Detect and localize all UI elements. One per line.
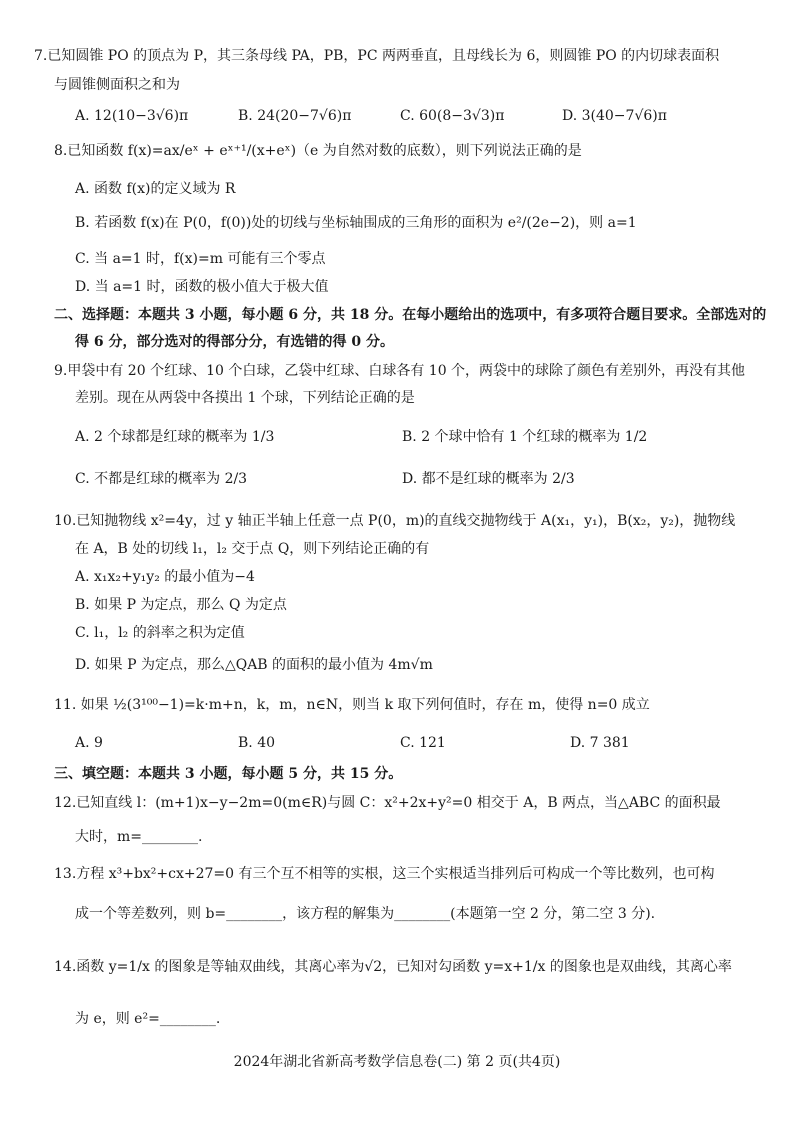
q10-option-b: B. 如果 P 为定点，那么 Q 为定点 [75,597,287,613]
q11-option-b: B. 40 [238,735,276,751]
q8-option-b: B. 若函数 f(x)在 P(0，f(0))处的切线与坐标轴围成的三角形的面积为 e²/(2e−2)，则 a=1 [75,215,637,231]
q8-option-a: A. 函数 f(x)的定义域为 R [75,181,236,197]
q10-line2: 在 A，B 处的切线 l₁，l₂ 交于点 Q，则下列结论正确的有 [75,541,430,557]
section-2-line1: 二、选择题：本题共 3 小题，每小题 6 分，共 18 分。在每小题给出的选项中，有多项符合题目要求。全部选对的 [54,307,767,323]
q11-stem: 11. 如果 ½(3¹⁰⁰−1)=k·m+n，k，m，n∈N，则当 k 取下列何值时，存在 m，使得 n=0 成立 [54,697,650,713]
q7-option-b: B. 24(20−7√6)π [238,108,352,124]
q8-stem: 8.已知函数 f(x)=ax/eˣ + eˣ⁺¹/(x+eˣ)（e 为自然对数的底数），则下列说法正确的是 [54,143,582,159]
q11-option-d: D. 7 381 [570,735,630,751]
q10-option-c: C. l₁，l₂ 的斜率之积为定值 [75,625,245,641]
q10-option-d: D. 如果 P 为定点，那么△QAB 的面积的最小值为 4m√m [75,657,433,673]
q11-option-c: C. 121 [400,735,446,751]
q7-option-c: C. 60(8−3√3)π [400,108,505,124]
q7-line1: 7.已知圆锥 PO 的顶点为 P，其三条母线 PA，PB，PC 两两垂直，且母线长为 6，则圆锥 PO 的内切球表面积 [34,48,720,64]
q12-line2: 大时，m=________. [75,829,203,845]
q9-line2: 差别。现在从两袋中各摸出 1 个球，下列结论正确的是 [75,390,415,406]
q7-option-a: A. 12(10−3√6)π [75,108,189,124]
section-2-line2: 得 6 分，部分选对的得部分分，有选错的得 0 分。 [75,334,394,350]
q9-option-c: C. 不都是红球的概率为 2/3 [75,471,248,487]
q10-line1: 10.已知抛物线 x²=4y，过 y 轴正半轴上任意一点 P(0，m)的直线交抛物线于 A(x₁，y₁)，B(x₂，y₂)，抛物线 [54,513,736,529]
q7-line2: 与圆锥侧面积之和为 [54,77,180,93]
q9-option-d: D. 都不是红球的概率为 2/3 [402,471,575,487]
q14-line1: 14.函数 y=1/x 的图象是等轴双曲线，其离心率为√2，已知对勾函数 y=x+1/x 的图象也是双曲线，其离心率 [54,959,732,975]
q13-line2: 成一个等差数列，则 b=________，该方程的解集为________(本题第一空 2 分，第二空 3 分). [75,906,656,922]
q8-option-d: D. 当 a=1 时，函数的极小值大于极大值 [75,279,329,295]
q9-option-a: A. 2 个球都是红球的概率为 1/3 [75,429,275,445]
q10-option-a: A. x₁x₂+y₁y₂ 的最小值为−4 [75,569,255,585]
q9-option-b: B. 2 个球中恰有 1 个红球的概率为 1/2 [402,429,648,445]
q14-line2: 为 e，则 e²=________. [75,1011,221,1027]
q13-line1: 13.方程 x³+bx²+cx+27=0 有三个互不相等的实根，这三个实根适当排列后可构成一个等比数列，也可构 [54,866,715,882]
section-3-heading: 三、填空题：本题共 3 小题，每小题 5 分，共 15 分。 [54,766,403,782]
q12-line1: 12.已知直线 l：(m+1)x−y−2m=0(m∈R)与圆 C：x²+2x+y²=0 相交于 A，B 两点，当△ABC 的面积最 [54,795,721,811]
q7-option-d: D. 3(40−7√6)π [562,108,667,124]
page-footer: 2024年湖北省新高考数学信息卷(二) 第 2 页(共4页) [233,1054,561,1070]
q8-option-c: C. 当 a=1 时，f(x)=m 可能有三个零点 [75,251,326,267]
q11-option-a: A. 9 [75,735,103,751]
q9-line1: 9.甲袋中有 20 个红球、10 个白球，乙袋中红球、白球各有 10 个，两袋中的球除了颜色有差别外，再没有其他 [54,363,746,379]
